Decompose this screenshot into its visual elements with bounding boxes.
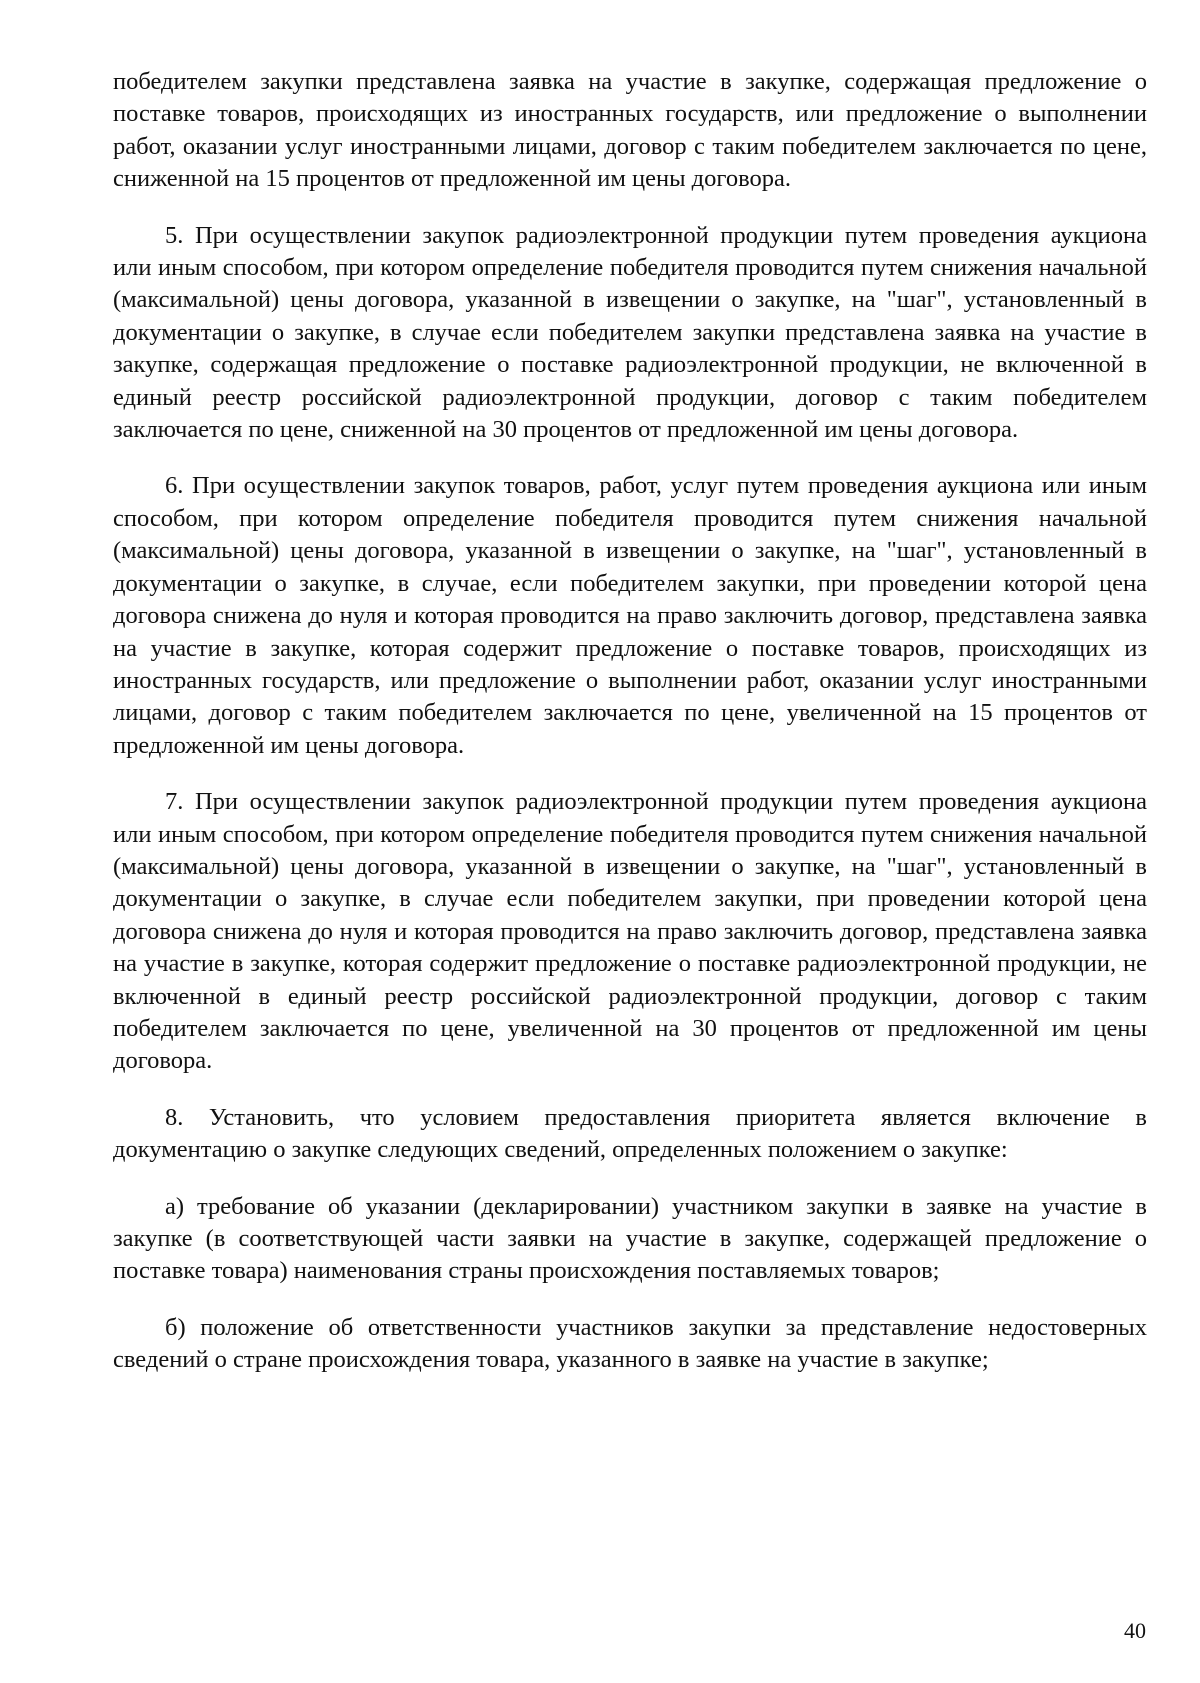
paragraph-8: 8. Установить, что условием предоставления приоритета является включение в документацию о закупке следующих сведений, определенных положением о закупке: [113,1103,1147,1164]
paragraph-continuation: победителем закупки представлена заявка на участие в закупке, содержащая предложение о поставке товаров, происходящих из иностранных государств, или предложение о выполнении работ, оказании услуг иностранными лицами, договор с таким победителем заключается по цене, сниженной на 15 процентов от предложенной им цены договора. [113,68,1147,193]
paragraph-5: 5. При осуществлении закупок радиоэлектронной продукции путем проведения аукциона или иным способом, при котором определение победителя проводится путем снижения начальной (максимальной) цены договора, указанной в извещении о закупке, на "шаг", установленный в документации о закупке, в случае если победителем закупки представлена заявка на участие в закупке, содержащая предложение о поставке радиоэлектронной продукции, не включенной в единый реестр российской радиоэлектронной продукции, договор с таким победителем заключается по цене, сниженной на 30 процентов от предложенной им цены договора. [113,221,1147,444]
paragraph-8a: а) требование об указании (декларировании) участником закупки в заявке на участие в закупке (в соответствующей части заявки на участие в закупке, содержащей предложение о поставке товара) наименования страны происхождения поставляемых товаров; [113,1192,1147,1285]
paragraph-6: 6. При осуществлении закупок товаров, работ, услуг путем проведения аукциона или иным способом, при котором определение победителя проводится путем снижения начальной (максимальной) цены договора, указанной в извещении о закупке, на "шаг", установленный в документации о закупке, в случае, если победителем закупки, при проведении которой цена договора снижена до нуля и которая проводится на право заключить договор, представлена заявка на участие в закупке, которая содержит предложение о поставке товаров, происходящих из иностранных государств, или предложение о выполнении работ, оказании услуг иностранными лицами, договор с таким победителем заключается по цене, увеличенной на 15 процентов от предложенной им цены договора. [113,472,1147,759]
paragraph-7: 7. При осуществлении закупок радиоэлектронной продукции путем проведения аукциона или иным способом, при котором определение победителя проводится путем снижения начальной (максимальной) цены договора, указанной в извещении о закупке, на "шаг", установленный в документации о закупке, в случае если победителем закупки, при проведении которой цена договора снижена до нуля и которая проводится на право заключить договор, представлена заявка на участие в закупке, которая содержит предложение о поставке радиоэлектронной продукции, не включенной в единый реестр российской радиоэлектронной продукции, договор с таким победителем заключается по цене, увеличенной на 30 процентов от предложенной им цены договора. [113,788,1147,1075]
page-number: 40 [1124,1618,1146,1643]
document-page [113,66,1147,1401]
paragraph-8b: б) положение об ответственности участников закупки за представление недостоверных сведений о стране происхождения товара, указанного в заявке на участие в закупке; [113,1313,1147,1374]
